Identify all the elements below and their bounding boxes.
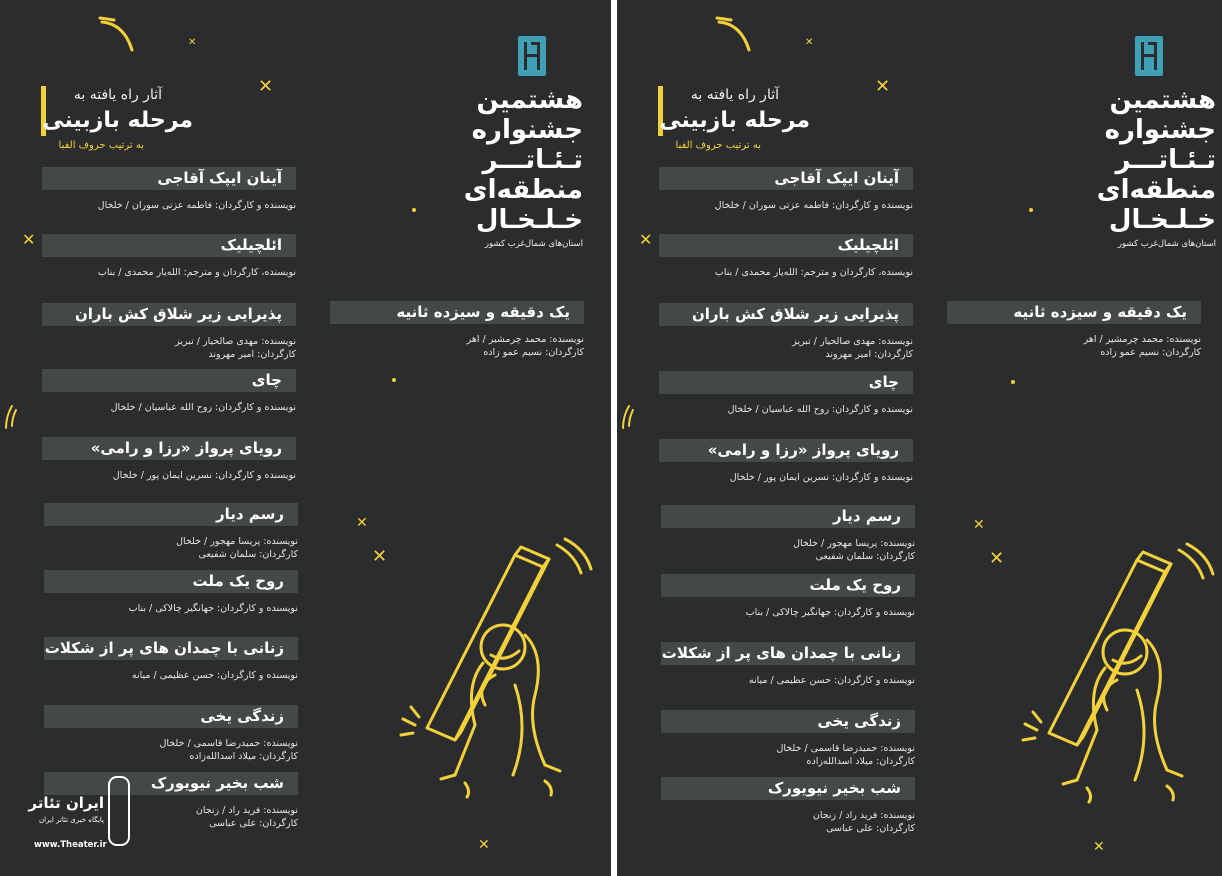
watermark-brand: ایران تئاتر: [28, 794, 104, 812]
play-title: زندگی یخی: [44, 705, 298, 728]
festival-title-line: جشنواره: [1104, 115, 1216, 145]
play-entry: [661, 505, 915, 563]
sparkle-dot: [392, 378, 396, 382]
play-entry: [330, 301, 584, 359]
sparkle-star-icon: ✕: [989, 548, 1005, 569]
header-subtitle: آثار راه یافته به: [690, 87, 779, 103]
play-title: یک دقیقه و سیزده ثانیه: [947, 301, 1201, 324]
festival-title-line: هشتمین: [1109, 85, 1216, 115]
play-entry: [659, 371, 913, 416]
play-entry: [661, 642, 915, 687]
festival-title-line: منطقه‌ای: [1096, 175, 1216, 205]
play-credit: نویسنده و کارگردان: فاطمه عزتی سوران / خلخال: [714, 200, 913, 211]
sparkle-stroke-icon: [619, 404, 635, 430]
play-credit: نویسنده: حمیدرضا قاسمی / خلخال: [776, 743, 915, 754]
play-entry: [42, 303, 296, 361]
sparkle-star-icon: ✕: [805, 37, 814, 48]
play-title: رسم دیار: [661, 505, 915, 528]
play-credit: نویسنده: پریسا مهجور / خلخال: [793, 538, 915, 549]
festival-title-line: تـئـاتـــر: [1115, 145, 1216, 175]
play-credit: نویسنده، کارگردان و مترجم: الله‌یار محمدی / بناب: [97, 267, 296, 278]
play-title: پذیرایی زیر شلاق کش باران: [659, 303, 913, 326]
sparkle-star-icon: ✕: [356, 515, 368, 531]
sparkle-star-icon: ✕: [1093, 839, 1105, 855]
play-credit: کارگردان: علی عباسی: [209, 818, 298, 829]
play-entry: [947, 301, 1201, 359]
festival-title: [1097, 85, 1216, 249]
play-title: رسم دیار: [44, 503, 298, 526]
sparkle-star-icon: ✕: [372, 546, 388, 567]
festival-logo-icon: [1135, 36, 1163, 76]
festival-title-line: منطقه‌ای: [463, 175, 583, 205]
play-credit: نویسنده و کارگردان: روح الله عباسیان / خلخال: [110, 402, 296, 413]
play-credit: نویسنده و کارگردان: حسن عظیمی / میانه: [131, 670, 298, 681]
play-entry: [44, 503, 298, 561]
header-note: به ترتیب حروف الفبا: [58, 140, 144, 151]
iran-theater-emblem-icon: [108, 776, 130, 846]
sparkle-dot: [1029, 208, 1033, 212]
play-entry: [661, 574, 915, 619]
play-title: آینان ایپک آقاجی: [42, 167, 296, 190]
play-title: زنانی با چمدان های پر از شکلات: [661, 642, 915, 665]
play-title: زنانی با چمدان های پر از شکلات: [44, 637, 298, 660]
play-credit: نویسنده: مهدی صالحیار / تبریز: [175, 336, 296, 347]
play-entry: [44, 705, 298, 763]
sparkle-stroke-icon: [98, 16, 138, 56]
play-title: پذیرایی زیر شلاق کش باران: [42, 303, 296, 326]
play-entry: [42, 234, 296, 279]
play-credit: نویسنده: محمد چرمشیر / اهر: [466, 334, 584, 345]
sparkle-star-icon: ✕: [258, 76, 274, 97]
play-credit: کارگردان: میلاد اسدالله‌زاده: [806, 756, 915, 767]
festival-provinces: استان‌های شمال‌غرب کشور: [484, 239, 583, 249]
play-credit: کارگردان: امیر مهروند: [825, 349, 913, 360]
play-credit: نویسنده: فرید راد / زنجان: [195, 805, 298, 816]
festival-title-line: خـلـخـال: [1108, 205, 1216, 235]
play-title: چای: [42, 369, 296, 392]
play-title: رویای پرواز «رزا و رامی»: [659, 439, 913, 462]
play-credit: نویسنده: مهدی صالحیار / تبریز: [792, 336, 913, 347]
play-credit: کارگردان: نسیم عمو زاده: [1100, 347, 1201, 358]
play-credit: کارگردان: میلاد اسدالله‌زاده: [189, 751, 298, 762]
festival-logo-icon: [518, 36, 546, 76]
play-credit: نویسنده، کارگردان و مترجم: الله‌یار محمدی / بناب: [714, 267, 913, 278]
play-title: رویای پرواز «رزا و رامی»: [42, 437, 296, 460]
festival-title-line: تـئـاتـــر: [482, 145, 583, 175]
play-entry: [659, 167, 913, 212]
play-credit: نویسنده و کارگردان: روح الله عباسیان / خلخال: [727, 404, 913, 415]
play-entry: [659, 439, 913, 484]
play-credit: نویسنده و کارگردان: حسن عظیمی / میانه: [748, 675, 915, 686]
play-title: روح یک ملت: [661, 574, 915, 597]
watermark-tagline: پایگاه خبری تئاتر ایران: [39, 816, 104, 824]
header-note: به ترتیب حروف الفبا: [675, 140, 761, 151]
play-credit: نویسنده و کارگردان: جهانگیر چالاکی / بناب: [128, 603, 298, 614]
festival-provinces: استان‌های شمال‌غرب کشور: [1117, 239, 1216, 249]
sparkle-star-icon: ✕: [22, 230, 36, 249]
sparkle-dot: [412, 208, 416, 212]
play-title: ائلچیلیک: [659, 234, 913, 257]
play-credit: نویسنده و کارگردان: نسرین ایمان پور / خلخال: [729, 472, 913, 483]
play-credit: کارگردان: سلمان شفیعی: [198, 549, 298, 560]
play-title: زندگی یخی: [661, 710, 915, 733]
iran-theater-watermark: [30, 770, 126, 860]
sparkle-stroke-icon: [715, 16, 755, 56]
play-credit: کارگردان: امیر مهروند: [208, 349, 296, 360]
play-title: شب بخیر نیویورک: [44, 772, 298, 795]
play-entry: [44, 570, 298, 615]
play-credit: نویسنده و کارگردان: جهانگیر چالاکی / بناب: [745, 607, 915, 618]
sparkle-star-icon: ✕: [478, 837, 490, 853]
play-entry: [659, 234, 913, 279]
play-title: چای: [659, 371, 913, 394]
festival-title: [464, 85, 583, 249]
sparkle-dot: [1011, 380, 1015, 384]
festival-title-line: جشنواره: [471, 115, 583, 145]
header-title: مرحله بازبینی: [659, 108, 810, 133]
play-entry: [659, 303, 913, 361]
festival-title-line: خـلـخـال: [475, 205, 583, 235]
play-credit: نویسنده: حمیدرضا قاسمی / خلخال: [159, 738, 298, 749]
sparkle-stroke-icon: [2, 404, 18, 430]
play-credit: کارگردان: سلمان شفیعی: [815, 551, 915, 562]
play-credit: نویسنده و کارگردان: نسرین ایمان پور / خلخال: [112, 470, 296, 481]
header-title: مرحله بازبینی: [42, 108, 193, 133]
header-subtitle: آثار راه یافته به: [73, 87, 162, 103]
play-entry: [42, 369, 296, 414]
poster-right: [617, 0, 1222, 876]
play-entry: [661, 710, 915, 768]
watermark-url: www.Theater.ir: [34, 840, 107, 850]
sparkle-star-icon: ✕: [188, 37, 197, 48]
play-title: روح یک ملت: [44, 570, 298, 593]
play-entry: [44, 637, 298, 682]
play-entry: [42, 167, 296, 212]
play-credit: کارگردان: نسیم عمو زاده: [483, 347, 584, 358]
play-title: ائلچیلیک: [42, 234, 296, 257]
play-credit: نویسنده و کارگردان: فاطمه عزتی سوران / خلخال: [97, 200, 296, 211]
play-credit: نویسنده: محمد چرمشیر / اهر: [1083, 334, 1201, 345]
play-title: شب بخیر نیویورک: [661, 777, 915, 800]
sparkle-star-icon: ✕: [875, 76, 891, 97]
sparkle-star-icon: ✕: [639, 230, 653, 249]
play-credit: نویسنده: پریسا مهجور / خلخال: [176, 536, 298, 547]
play-credit: کارگردان: علی عباسی: [826, 823, 915, 834]
festival-title-line: هشتمین: [476, 85, 583, 115]
play-title: یک دقیقه و سیزده ثانیه: [330, 301, 584, 324]
play-credit: نویسنده: فرید راد / زنجان: [812, 810, 915, 821]
play-entry: [661, 777, 915, 835]
play-title: آینان ایپک آقاجی: [659, 167, 913, 190]
sparkle-star-icon: ✕: [973, 517, 985, 533]
play-entry: [42, 437, 296, 482]
person-carrying-beam-illustration: [1017, 540, 1217, 810]
person-carrying-beam-illustration: [395, 535, 595, 805]
